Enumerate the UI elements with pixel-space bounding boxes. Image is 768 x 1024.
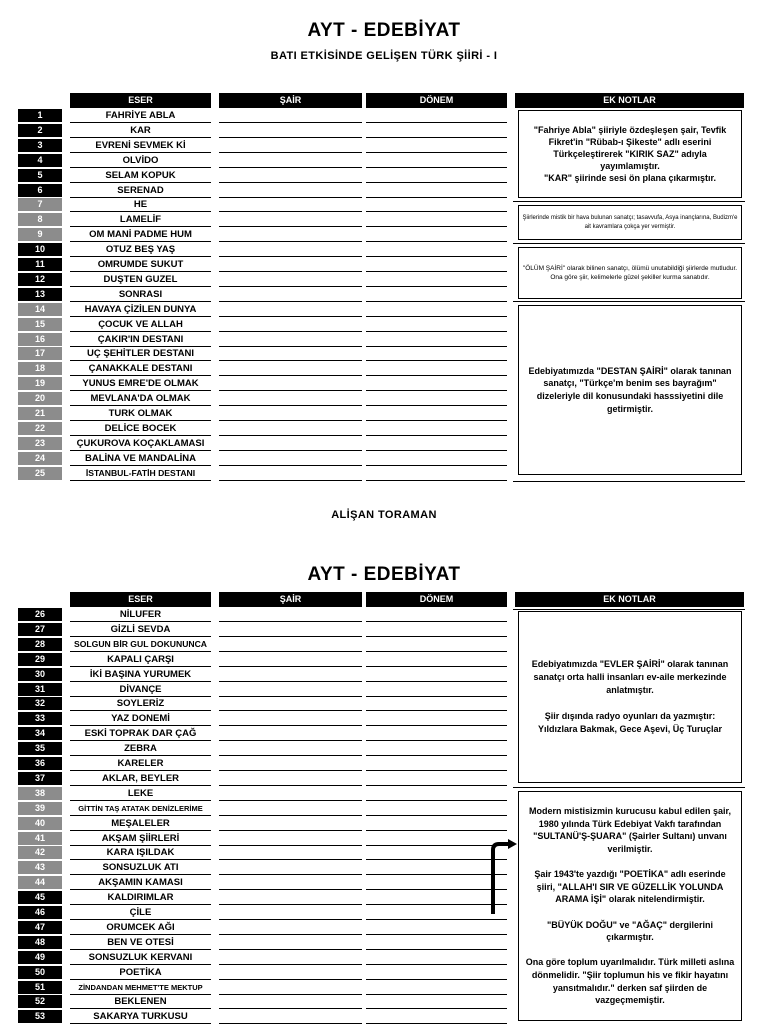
row-number: 22 xyxy=(18,422,62,435)
sair-blank[interactable] xyxy=(219,980,362,995)
row-number: 4 xyxy=(18,154,62,167)
row-number: 47 xyxy=(18,921,62,934)
sair-blank[interactable] xyxy=(219,682,362,697)
eser-cell: NİLUFER xyxy=(70,607,211,622)
sair-blank[interactable] xyxy=(219,436,362,451)
sair-blank[interactable] xyxy=(219,123,362,138)
row-number: 13 xyxy=(18,288,62,301)
eser-cell: ESKİ TOPRAK DAR ÇAĞ xyxy=(70,726,211,741)
row-number: 48 xyxy=(18,936,62,949)
author-name: ALİŞAN TORAMAN xyxy=(331,509,437,521)
eser-cell: HAVAYA ÇİZİLEN DUNYA xyxy=(70,302,211,317)
donem-blank[interactable] xyxy=(366,786,507,801)
row-number: 53 xyxy=(18,1010,62,1023)
sair-blank[interactable] xyxy=(219,860,362,875)
row-number: 41 xyxy=(18,832,62,845)
sair-blank[interactable] xyxy=(219,108,362,123)
sair-blank[interactable] xyxy=(219,667,362,682)
row-number: 21 xyxy=(18,407,62,420)
donem-blank[interactable] xyxy=(366,332,507,347)
eser-cell: SONRASI xyxy=(70,287,211,302)
row-number: 6 xyxy=(18,184,62,197)
donem-blank[interactable] xyxy=(366,227,507,242)
row-number: 19 xyxy=(18,377,62,390)
donem-blank[interactable] xyxy=(366,711,507,726)
row-number: 12 xyxy=(18,273,62,286)
sair-blank[interactable] xyxy=(219,696,362,711)
eser-cell: ÇANAKKALE DESTANI xyxy=(70,361,211,376)
sair-blank[interactable] xyxy=(219,242,362,257)
row-number: 23 xyxy=(18,437,62,450)
sair-blank[interactable] xyxy=(219,257,362,272)
note-box: Edebiyatımızda "DESTAN ŞAİRİ" olarak tanınan sanatçı, "Türkçe'm benim ses bayrağım" dizeleriyle dil konusundaki hasssiyetini dile getirmiştir. xyxy=(518,305,742,475)
eser-cell: OTUZ BEŞ YAŞ xyxy=(70,242,211,257)
eser-cell: BEN VE OTESİ xyxy=(70,935,211,950)
sair-blank[interactable] xyxy=(219,302,362,317)
sair-blank[interactable] xyxy=(219,168,362,183)
sair-blank[interactable] xyxy=(219,197,362,212)
eser-cell: SELAM KOPUK xyxy=(70,168,211,183)
header-ek-notlar: EK NOTLAR xyxy=(515,592,744,607)
donem-blank[interactable] xyxy=(366,466,507,481)
donem-blank[interactable] xyxy=(366,168,507,183)
donem-blank[interactable] xyxy=(366,451,507,466)
sair-blank[interactable] xyxy=(219,138,362,153)
sair-blank[interactable] xyxy=(219,391,362,406)
donem-blank[interactable] xyxy=(366,741,507,756)
note-separator xyxy=(513,609,745,610)
eser-cell: ZEBRA xyxy=(70,741,211,756)
row-number: 18 xyxy=(18,362,62,375)
row-number: 44 xyxy=(18,876,62,889)
donem-blank[interactable] xyxy=(366,376,507,391)
donem-blank[interactable] xyxy=(366,436,507,451)
sair-blank[interactable] xyxy=(219,346,362,361)
eser-cell: DUŞTEN GUZEL xyxy=(70,272,211,287)
row-number: 42 xyxy=(18,846,62,859)
sair-blank[interactable] xyxy=(219,466,362,481)
row-number: 27 xyxy=(18,623,62,636)
eser-cell: SONSUZLUK KERVANI xyxy=(70,950,211,965)
row-number: 38 xyxy=(18,787,62,800)
eser-cell: OLVİDO xyxy=(70,153,211,168)
eser-cell: SOLGUN BİR GUL DOKUNUNCA xyxy=(70,637,211,652)
row-number: 33 xyxy=(18,712,62,725)
eser-cell: AKŞAMIN KAMASI xyxy=(70,875,211,890)
row-number: 2 xyxy=(18,124,62,137)
row-number: 7 xyxy=(18,198,62,211)
sair-blank[interactable] xyxy=(219,890,362,905)
sair-blank[interactable] xyxy=(219,994,362,1009)
eser-cell: SOYLERİZ xyxy=(70,696,211,711)
sair-blank[interactable] xyxy=(219,332,362,347)
eser-cell: AKLAR, BEYLER xyxy=(70,771,211,786)
donem-blank[interactable] xyxy=(366,257,507,272)
eser-cell: BEKLENEN xyxy=(70,994,211,1009)
donem-blank[interactable] xyxy=(366,391,507,406)
row-number: 43 xyxy=(18,861,62,874)
row-number: 40 xyxy=(18,817,62,830)
row-number: 31 xyxy=(18,683,62,696)
row-number: 8 xyxy=(18,213,62,226)
row-number: 10 xyxy=(18,243,62,256)
row-number: 26 xyxy=(18,608,62,621)
donem-blank[interactable] xyxy=(366,406,507,421)
donem-blank[interactable] xyxy=(366,994,507,1009)
sair-blank[interactable] xyxy=(219,153,362,168)
row-number: 3 xyxy=(18,139,62,152)
donem-blank[interactable] xyxy=(366,138,507,153)
donem-blank[interactable] xyxy=(366,935,507,950)
donem-blank[interactable] xyxy=(366,197,507,212)
sair-blank[interactable] xyxy=(219,786,362,801)
sair-blank[interactable] xyxy=(219,406,362,421)
eser-cell: ÇUKUROVA KOÇAKLAMASI xyxy=(70,436,211,451)
eser-cell: ÇİLE xyxy=(70,905,211,920)
eser-cell: TURK OLMAK xyxy=(70,406,211,421)
row-number: 36 xyxy=(18,757,62,770)
row-number: 11 xyxy=(18,258,62,271)
row-number: 14 xyxy=(18,303,62,316)
eser-cell: AKŞAM ŞİİRLERİ xyxy=(70,831,211,846)
eser-cell: KAPALI ÇARŞI xyxy=(70,652,211,667)
sair-blank[interactable] xyxy=(219,875,362,890)
eser-cell: POETİKA xyxy=(70,965,211,980)
donem-blank[interactable] xyxy=(366,756,507,771)
donem-blank[interactable] xyxy=(366,801,507,816)
eser-cell: GİTTİN TAŞ ATATAK DENİZLERİME xyxy=(70,801,211,816)
row-number: 17 xyxy=(18,347,62,360)
donem-blank[interactable] xyxy=(366,287,507,302)
row-number: 32 xyxy=(18,697,62,710)
eser-cell: YUNUS EMRE'DE OLMAK xyxy=(70,376,211,391)
header-donem: DÖNEM xyxy=(366,592,507,607)
note-separator xyxy=(513,481,745,482)
donem-blank[interactable] xyxy=(366,242,507,257)
donem-blank[interactable] xyxy=(366,317,507,332)
sair-blank[interactable] xyxy=(219,607,362,622)
eser-cell: LEKE xyxy=(70,786,211,801)
eser-cell: SONSUZLUK ATI xyxy=(70,860,211,875)
eser-cell: ÇAKIR'IN DESTANI xyxy=(70,332,211,347)
page-2-title: AYT - EDEBİYAT xyxy=(307,564,461,585)
header-eser: ESER xyxy=(70,592,211,607)
eser-cell: MEŞALELER xyxy=(70,816,211,831)
eser-cell: KAR xyxy=(70,123,211,138)
eser-cell: YAZ DONEMİ xyxy=(70,711,211,726)
row-number: 16 xyxy=(18,333,62,346)
eser-cell: KARA IŞILDAK xyxy=(70,845,211,860)
sair-blank[interactable] xyxy=(219,801,362,816)
sair-blank[interactable] xyxy=(219,361,362,376)
row-number: 35 xyxy=(18,742,62,755)
donem-blank[interactable] xyxy=(366,667,507,682)
row-number: 51 xyxy=(18,981,62,994)
header-donem: DÖNEM xyxy=(366,93,507,108)
eser-cell: FAHRİYE ABLA xyxy=(70,108,211,123)
sair-blank[interactable] xyxy=(219,845,362,860)
row-number: 37 xyxy=(18,772,62,785)
donem-blank[interactable] xyxy=(366,696,507,711)
donem-blank[interactable] xyxy=(366,637,507,652)
eser-cell: İSTANBUL-FATİH DESTANI xyxy=(70,466,211,481)
sair-blank[interactable] xyxy=(219,451,362,466)
eser-cell: KARELER xyxy=(70,756,211,771)
donem-blank[interactable] xyxy=(366,607,507,622)
row-number: 28 xyxy=(18,638,62,651)
eser-cell: HE xyxy=(70,197,211,212)
row-number: 39 xyxy=(18,802,62,815)
sair-blank[interactable] xyxy=(219,905,362,920)
donem-blank[interactable] xyxy=(366,123,507,138)
header-ek-notlar: EK NOTLAR xyxy=(515,93,744,108)
donem-blank[interactable] xyxy=(366,652,507,667)
sair-blank[interactable] xyxy=(219,212,362,227)
eser-cell: OM MANİ PADME HUM xyxy=(70,227,211,242)
row-number: 46 xyxy=(18,906,62,919)
donem-blank[interactable] xyxy=(366,272,507,287)
row-number: 9 xyxy=(18,228,62,241)
eser-cell: EVRENİ SEVMEK Kİ xyxy=(70,138,211,153)
eser-cell: OMRUMDE SUKUT xyxy=(70,257,211,272)
sair-blank[interactable] xyxy=(219,831,362,846)
donem-blank[interactable] xyxy=(366,682,507,697)
row-number: 29 xyxy=(18,653,62,666)
sair-blank[interactable] xyxy=(219,726,362,741)
donem-blank[interactable] xyxy=(366,108,507,123)
donem-blank[interactable] xyxy=(366,816,507,831)
arrow-icon xyxy=(484,836,518,916)
eser-cell: UÇ ŞEHİTLER DESTANI xyxy=(70,346,211,361)
eser-cell: KALDIRIMLAR xyxy=(70,890,211,905)
row-number: 15 xyxy=(18,318,62,331)
sair-blank[interactable] xyxy=(219,816,362,831)
note-box: "Fahriye Abla" şiiriyle özdeşleşen şair, Tevfik Fikret'in "Rübab-ı Şikeste" adlı eserini Türkçeleştirerek "KIRIK SAZ" adıyla yayımlamıştır. "KAR" şiirinde sesi ön plana çıkarmıştır. xyxy=(518,110,742,198)
donem-blank[interactable] xyxy=(366,346,507,361)
row-number: 50 xyxy=(18,966,62,979)
donem-blank[interactable] xyxy=(366,421,507,436)
sair-blank[interactable] xyxy=(219,287,362,302)
header-eser: ESER xyxy=(70,93,211,108)
donem-blank[interactable] xyxy=(366,920,507,935)
eser-cell: ÇOCUK VE ALLAH xyxy=(70,317,211,332)
note-separator xyxy=(513,787,745,788)
row-number: 34 xyxy=(18,727,62,740)
eser-cell: SAKARYA TURKUSU xyxy=(70,1009,211,1024)
eser-cell: ZİNDANDAN MEHMET'TE MEKTUP xyxy=(70,980,211,995)
sair-blank[interactable] xyxy=(219,771,362,786)
donem-blank[interactable] xyxy=(366,183,507,198)
sair-blank[interactable] xyxy=(219,711,362,726)
eser-cell: GİZLİ SEVDA xyxy=(70,622,211,637)
sair-blank[interactable] xyxy=(219,1009,362,1024)
sair-blank[interactable] xyxy=(219,622,362,637)
row-number: 20 xyxy=(18,392,62,405)
page-1-title: AYT - EDEBİYAT xyxy=(307,20,461,41)
donem-blank[interactable] xyxy=(366,771,507,786)
page-1-subtitle: BATI ETKİSİNDE GELİŞEN TÜRK ŞİİRİ - I xyxy=(270,50,498,62)
row-number: 1 xyxy=(18,109,62,122)
sair-blank[interactable] xyxy=(219,227,362,242)
sair-blank[interactable] xyxy=(219,637,362,652)
row-number: 25 xyxy=(18,467,62,480)
sair-blank[interactable] xyxy=(219,652,362,667)
row-number: 30 xyxy=(18,668,62,681)
donem-blank[interactable] xyxy=(366,726,507,741)
sair-blank[interactable] xyxy=(219,272,362,287)
sair-blank[interactable] xyxy=(219,421,362,436)
eser-cell: BALİNA VE MANDALİNA xyxy=(70,451,211,466)
donem-blank[interactable] xyxy=(366,965,507,980)
note-box: Şiirlerinde mistik bir hava bulunan sanatçı; tasavvufa, Asya inançlarına, Budizm'e ait kavramlara çokça yer vermiştir. xyxy=(518,205,742,240)
note-separator xyxy=(513,243,745,244)
sair-blank[interactable] xyxy=(219,935,362,950)
note-separator xyxy=(513,301,745,302)
donem-blank[interactable] xyxy=(366,153,507,168)
row-number: 45 xyxy=(18,891,62,904)
sair-blank[interactable] xyxy=(219,741,362,756)
row-number: 24 xyxy=(18,452,62,465)
donem-blank[interactable] xyxy=(366,302,507,317)
donem-blank[interactable] xyxy=(366,212,507,227)
sair-blank[interactable] xyxy=(219,950,362,965)
donem-blank[interactable] xyxy=(366,950,507,965)
eser-cell: DELİCE BOCEK xyxy=(70,421,211,436)
eser-cell: DİVANÇE xyxy=(70,682,211,697)
note-separator xyxy=(513,201,745,202)
donem-blank[interactable] xyxy=(366,622,507,637)
note-box: Edebiyatımızda "EVLER ŞAİRİ" olarak tanınan sanatçı orta halli insanları ev-aile merkezinde anlatmıştır. Şiir dışında radyo oyunları da yazmıştır: Yıldızlara Bakmak, Gece Aşevi, Üç Turuçlar xyxy=(518,611,742,783)
row-number: 49 xyxy=(18,951,62,964)
note-box: "ÖLÜM ŞAİRİ" olarak bilinen sanatçı, ölümü unutabildiği şiirlerde mutludur. Ona göre şiir, kelimelerle güzel şekiller kurma sanatıdır. xyxy=(518,247,742,299)
header-sair: ŞAİR xyxy=(219,592,362,607)
donem-blank[interactable] xyxy=(366,361,507,376)
eser-cell: MEVLANA'DA OLMAK xyxy=(70,391,211,406)
donem-blank[interactable] xyxy=(366,980,507,995)
eser-cell: İKİ BAŞINA YURUMEK xyxy=(70,667,211,682)
sair-blank[interactable] xyxy=(219,376,362,391)
eser-cell: ORUMCEK AĞI xyxy=(70,920,211,935)
sair-blank[interactable] xyxy=(219,920,362,935)
sair-blank[interactable] xyxy=(219,756,362,771)
eser-cell: LAMELİF xyxy=(70,212,211,227)
donem-blank[interactable] xyxy=(366,1009,507,1024)
sair-blank[interactable] xyxy=(219,183,362,198)
sair-blank[interactable] xyxy=(219,965,362,980)
row-number: 5 xyxy=(18,169,62,182)
row-number: 52 xyxy=(18,995,62,1008)
header-sair: ŞAİR xyxy=(219,93,362,108)
note-box: Modern mistisizmin kurucusu kabul edilen şair, 1980 yılında Türk Edebiyat Vakfı tarafından "SULTANÜ'Ş-ŞUARA" (Şairler Sultanı) unvanı verilmiştir. Şair 1943'te yazdığı "POETİKA" adlı eserinde şiiri, "ALLAH'I SIR VE GÜZELLİK YOLUNDA ARAMA İŞİ" olarak nitelendirmiştir. "BÜYÜK DOĞU" ve "AĞAÇ" dergilerini çıkarmıştır. Ona göre toplum uyarılmalıdır. Türk milleti aslına dönmelidir. "Şiir toplumun his ve fikir hayatını yansıtmalıdır." derken saf şiirden de vazgeçmemiştir. xyxy=(518,791,742,1021)
eser-cell: SERENAD xyxy=(70,183,211,198)
sair-blank[interactable] xyxy=(219,317,362,332)
